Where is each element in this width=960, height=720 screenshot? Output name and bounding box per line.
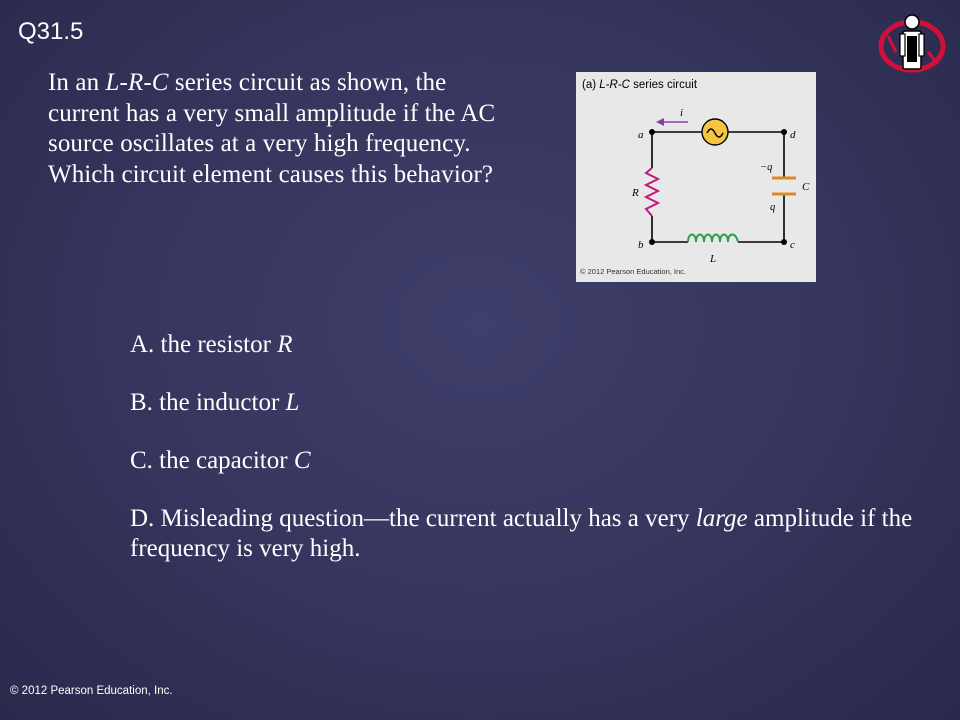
svg-text:(a) L-R-C series circuit (582, 79, 698, 91)
answer-text: amplitude if the frequency is very high. (130, 505, 913, 562)
question-text (48, 68, 518, 190)
label-b: b (638, 239, 644, 251)
answer-emphasis: large (695, 505, 748, 532)
inductor-icon (688, 235, 738, 243)
figure-caption-prefix: (a) (582, 79, 600, 91)
answer-a[interactable] (130, 330, 930, 360)
figure-caption-type: L-R-C (599, 79, 630, 91)
label-C: C (802, 181, 810, 193)
current-arrow-icon (656, 118, 664, 126)
question-text-part: In an (48, 69, 106, 96)
label-neg-q: −q (760, 162, 773, 173)
answer-b[interactable] (130, 388, 930, 418)
resistor-icon (646, 168, 658, 216)
question-number: Q31.5 (18, 18, 84, 45)
ask-question-person-icon (876, 12, 948, 74)
question-text-part: series circuit as shown, the current has a very small amplitude if the AC source oscillates at a very high frequency. Which circuit element causes this behavior? (48, 69, 496, 188)
label-c: c (790, 239, 795, 251)
answer-d[interactable] (130, 504, 930, 564)
slide-copyright: © 2012 Pearson Education, Inc. (10, 685, 173, 697)
label-R: R (632, 187, 639, 199)
answer-text: B. the inductor (130, 389, 286, 416)
answer-text: A. the resistor (130, 331, 278, 358)
answer-list (130, 330, 930, 592)
answer-text: C. the capacitor (130, 447, 294, 474)
label-q: q (770, 202, 776, 213)
label-a: a (638, 129, 644, 141)
label-d: d (790, 129, 796, 141)
circuit-figure (576, 72, 816, 282)
label-i: i (680, 107, 684, 119)
answer-symbol: R (277, 331, 293, 358)
figure-caption-suffix: series circuit (629, 79, 698, 91)
answer-text: D. Misleading question—the current actually has a very (130, 505, 696, 532)
label-L: L (710, 253, 717, 265)
figure-copyright: © 2012 Pearson Education, Inc. (580, 267, 687, 276)
answer-symbol: C (293, 447, 311, 474)
answer-symbol: L (285, 389, 300, 416)
question-circuit-type: L-R-C (105, 69, 169, 96)
answer-c[interactable] (130, 446, 930, 476)
